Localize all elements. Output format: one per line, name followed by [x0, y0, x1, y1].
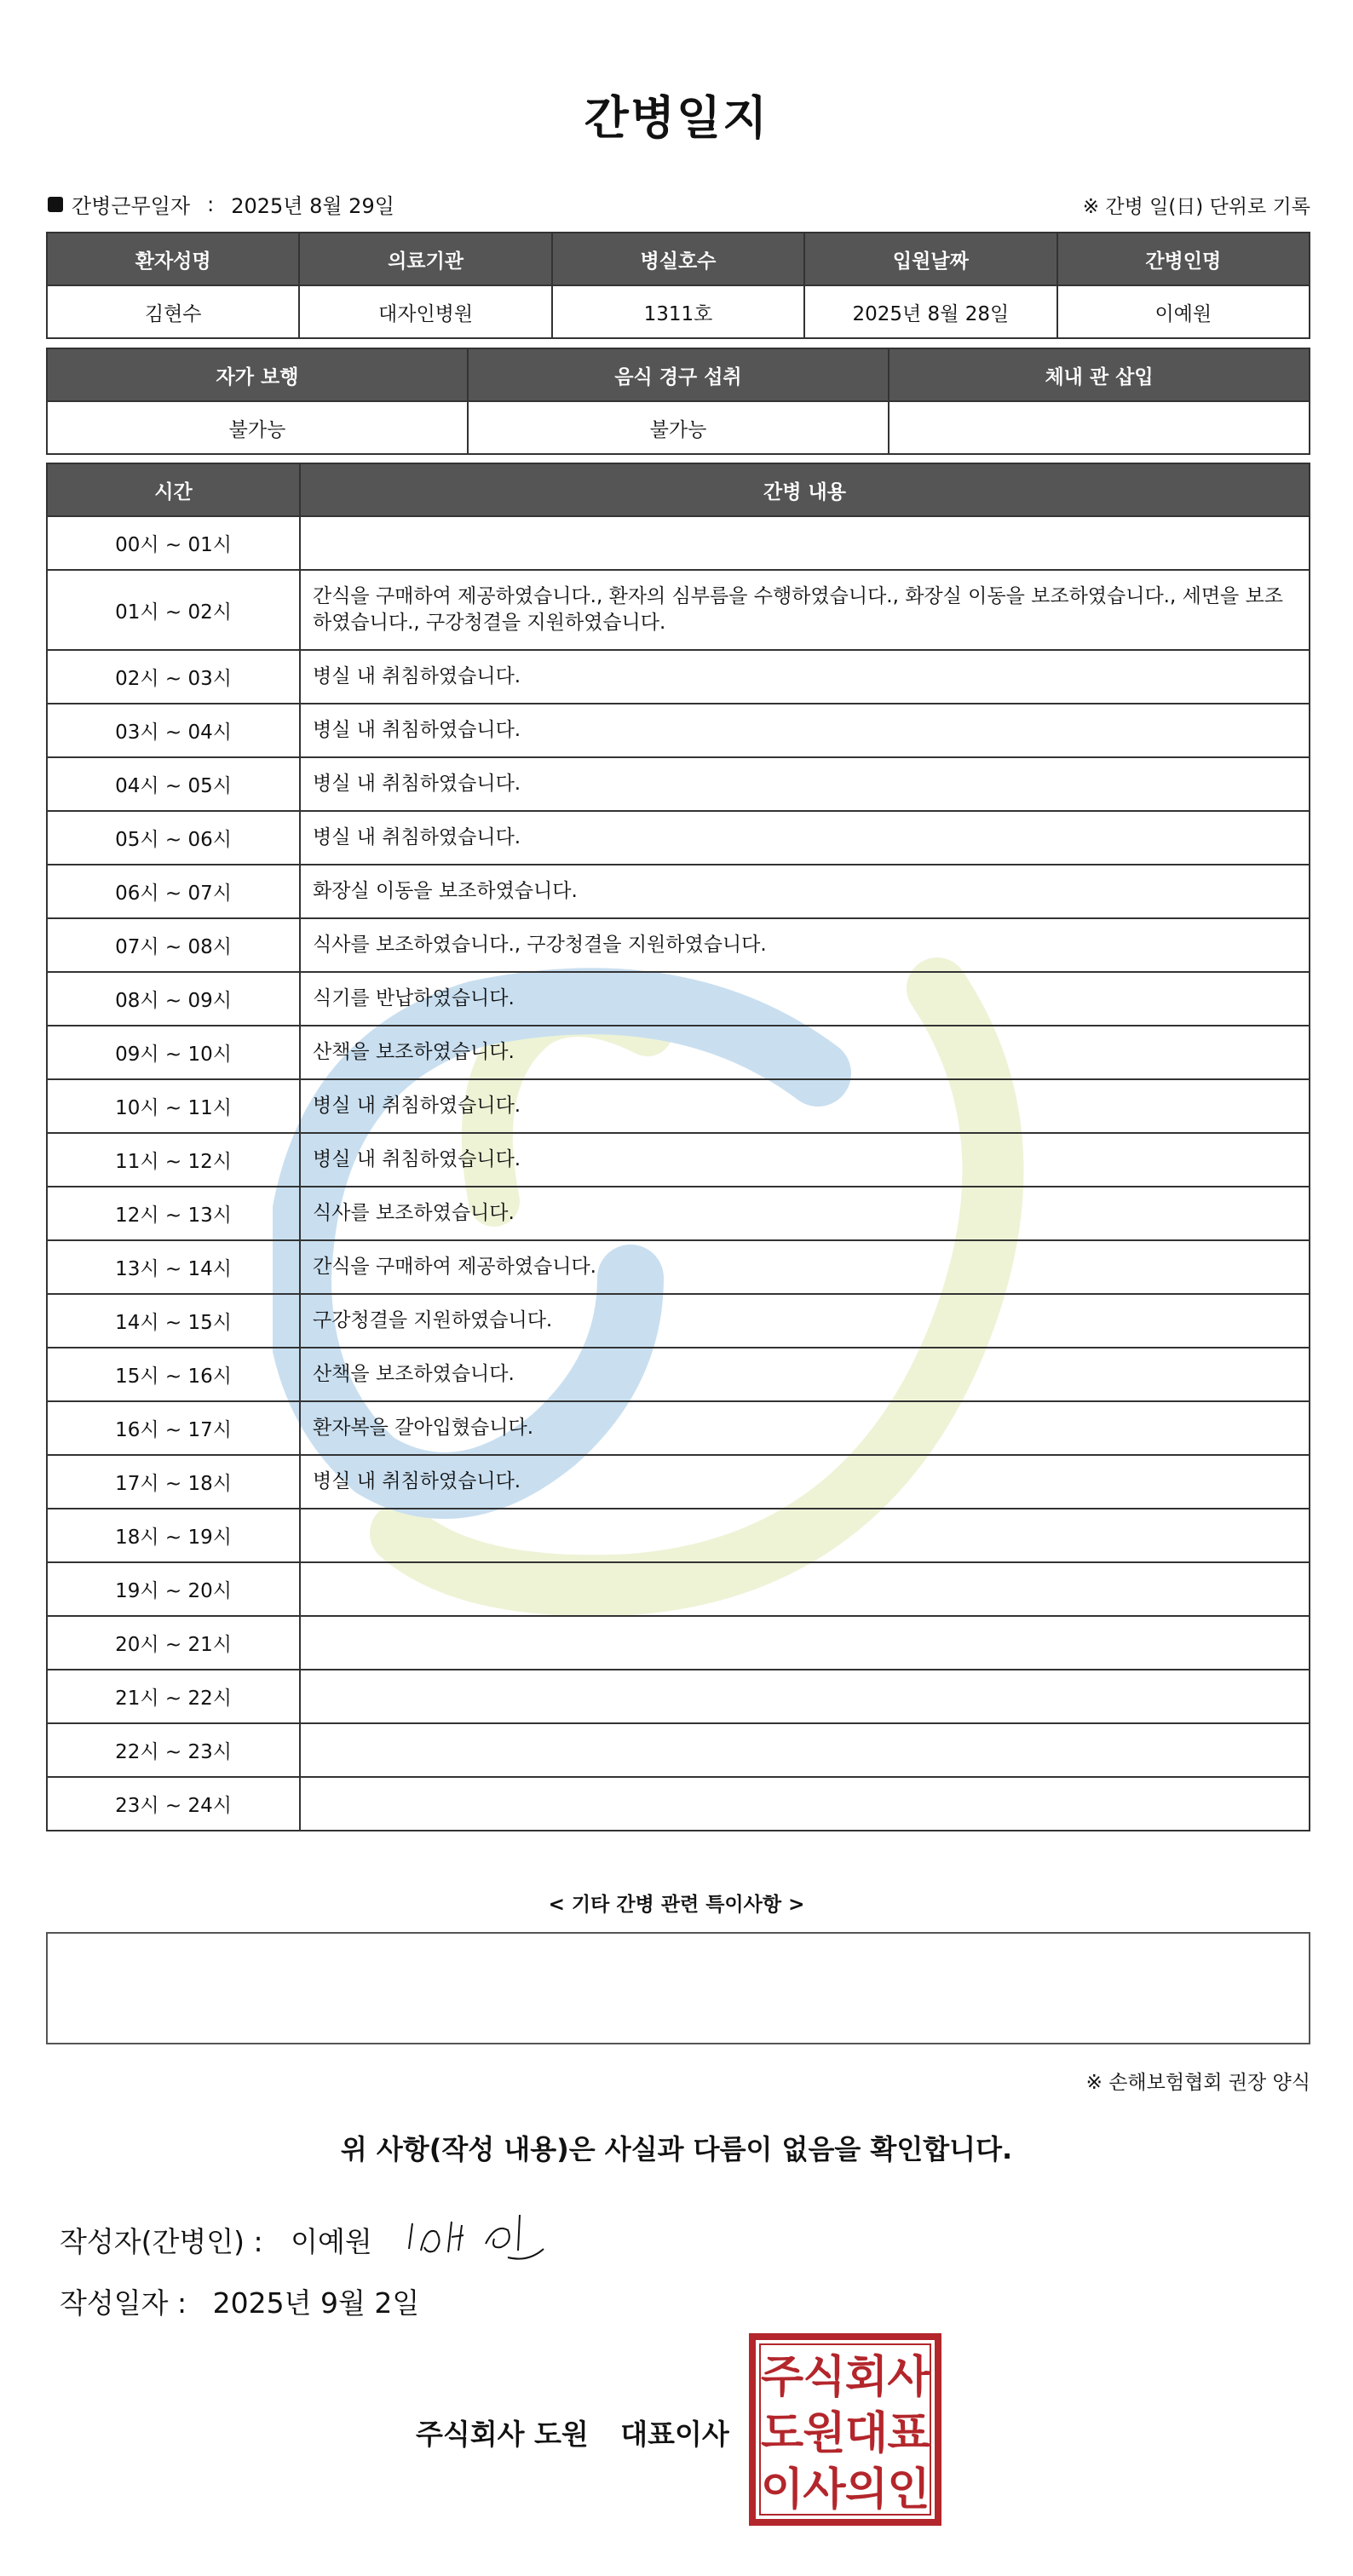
seal-character: 사 — [803, 2464, 846, 2516]
time-slot: 04시 ~ 05시 — [47, 757, 300, 811]
care-content: 병실 내 취침하였습니다. — [300, 1455, 1310, 1509]
seal-character: 주 — [760, 2352, 804, 2403]
header-hospital: 의료기관 — [299, 233, 551, 285]
care-content — [300, 1562, 1310, 1616]
duty-date-line — [48, 189, 394, 219]
time-slot: 15시 ~ 16시 — [47, 1348, 300, 1401]
care-content: 산책을 보조하였습니다. — [300, 1026, 1310, 1079]
time-slot: 02시 ~ 03시 — [47, 650, 300, 704]
table-row — [47, 1777, 1310, 1831]
admission-date: 2025년 8월 28일 — [804, 285, 1056, 338]
seal-character: 인 — [887, 2464, 930, 2516]
self-walking-value: 불가능 — [47, 401, 468, 454]
patient-status-table — [46, 348, 1310, 455]
table-row — [47, 570, 1310, 650]
duty-date-value: 2025년 8월 29일 — [231, 194, 394, 218]
time-slot: 08시 ~ 09시 — [47, 972, 300, 1026]
time-slot: 12시 ~ 13시 — [47, 1187, 300, 1240]
table-row — [47, 704, 1310, 757]
table-row — [47, 1562, 1310, 1616]
company-name: 주식회사 도원 — [416, 2418, 589, 2451]
header-tube-insertion: 체내 관 삽입 — [889, 348, 1310, 401]
time-slot: 03시 ~ 04시 — [47, 704, 300, 757]
time-slot: 10시 ~ 11시 — [47, 1079, 300, 1133]
care-content: 병실 내 취침하였습니다. — [300, 811, 1310, 865]
care-content — [300, 1723, 1310, 1777]
time-slot: 13시 ~ 14시 — [47, 1240, 300, 1294]
hospital-name: 대자인병원 — [299, 285, 551, 338]
table-row — [47, 1670, 1310, 1723]
writer-line — [60, 2220, 372, 2260]
care-content — [300, 516, 1310, 570]
care-content: 환자복을 갈아입혔습니다. — [300, 1401, 1310, 1455]
care-content: 산책을 보조하였습니다. — [300, 1348, 1310, 1401]
company-role: 대표이사 — [620, 2418, 729, 2451]
care-content — [300, 1777, 1310, 1831]
time-slot: 16시 ~ 17시 — [47, 1401, 300, 1455]
care-content: 병실 내 취침하였습니다. — [300, 1133, 1310, 1187]
time-slot: 01시 ~ 02시 — [47, 570, 300, 650]
time-slot: 00시 ~ 01시 — [47, 516, 300, 570]
care-content: 화장실 이동을 보조하였습니다. — [300, 865, 1310, 918]
table-row — [47, 1079, 1310, 1133]
time-slot: 22시 ~ 23시 — [47, 1723, 300, 1777]
care-content: 간식을 구매하여 제공하였습니다., 환자의 심부름을 수행하였습니다., 화장실 이동을 보조하였습니다., 세면을 보조하였습니다., 구강청결을 지원하였습니다. — [300, 570, 1310, 650]
seal-character: 표 — [887, 2408, 930, 2459]
write-date-label: 작성일자 : — [60, 2286, 187, 2320]
tube-insertion-value — [889, 401, 1310, 454]
table-row — [47, 1348, 1310, 1401]
time-slot: 06시 ~ 07시 — [47, 865, 300, 918]
confirmation-statement: 위 사항(작성 내용)은 사실과 다름이 없음을 확인합니다. — [340, 2133, 1013, 2165]
time-slot: 20시 ~ 21시 — [47, 1616, 300, 1670]
remarks-title: < 기타 간병 관련 특이사항 > — [548, 1894, 805, 1916]
care-content: 병실 내 취침하였습니다. — [300, 1079, 1310, 1133]
table-row — [47, 516, 1310, 570]
header-patient-name: 환자성명 — [47, 233, 299, 285]
care-content — [300, 1670, 1310, 1723]
time-slot: 18시 ~ 19시 — [47, 1509, 300, 1562]
care-log-table — [46, 463, 1310, 1831]
time-slot: 17시 ~ 18시 — [47, 1455, 300, 1509]
writer-label: 작성자(간병인) : — [60, 2225, 263, 2258]
table-row — [47, 972, 1310, 1026]
duty-date-colon: : — [207, 192, 215, 216]
bullet-square-icon — [48, 197, 63, 212]
table-row — [47, 1294, 1310, 1348]
time-slot: 07시 ~ 08시 — [47, 918, 300, 972]
seal-character: 도 — [760, 2408, 804, 2459]
seal-character: 이 — [760, 2464, 804, 2516]
unit-note: ※ 간병 일(日) 단위로 기록 — [1082, 196, 1310, 218]
signature-mark — [400, 2198, 554, 2274]
patient-info-table — [46, 232, 1310, 339]
time-slot: 19시 ~ 20시 — [47, 1562, 300, 1616]
time-slot: 05시 ~ 06시 — [47, 811, 300, 865]
header-admission-date: 입원날짜 — [804, 233, 1056, 285]
care-content: 병실 내 취침하였습니다. — [300, 650, 1310, 704]
time-slot: 14시 ~ 15시 — [47, 1294, 300, 1348]
care-content: 병실 내 취침하였습니다. — [300, 757, 1310, 811]
header-caregiver: 간병인명 — [1057, 233, 1310, 285]
table-row — [47, 865, 1310, 918]
oral-intake-value: 불가능 — [468, 401, 889, 454]
patient-name: 김현수 — [47, 285, 299, 338]
table-row — [47, 1455, 1310, 1509]
table-row — [47, 811, 1310, 865]
page-title: 간병일지 — [584, 91, 769, 145]
table-row — [47, 1401, 1310, 1455]
header-self-walking: 자가 보행 — [47, 348, 468, 401]
care-content: 간식을 구매하여 제공하였습니다. — [300, 1240, 1310, 1294]
table-row — [47, 1240, 1310, 1294]
header-care-content: 간병 내용 — [300, 463, 1310, 516]
table-row — [47, 1133, 1310, 1187]
write-date-value: 2025년 9월 2일 — [212, 2286, 420, 2320]
seal-character: 의 — [844, 2464, 889, 2516]
table-row — [47, 1616, 1310, 1670]
table-row — [47, 1026, 1310, 1079]
time-slot: 09시 ~ 10시 — [47, 1026, 300, 1079]
time-slot: 11시 ~ 12시 — [47, 1133, 300, 1187]
table-row — [47, 1723, 1310, 1777]
table-row — [47, 918, 1310, 972]
care-content — [300, 1616, 1310, 1670]
company-line — [416, 2412, 729, 2452]
care-content: 구강청결을 지원하였습니다. — [300, 1294, 1310, 1348]
seal-character: 사 — [887, 2352, 930, 2403]
time-slot: 21시 ~ 22시 — [47, 1670, 300, 1723]
write-date-line — [60, 2281, 419, 2321]
caregiver-name: 이예원 — [1057, 285, 1310, 338]
remarks-box — [46, 1932, 1310, 2044]
seal-character: 원 — [803, 2408, 846, 2459]
header-time: 시간 — [47, 463, 300, 516]
table-row — [47, 1509, 1310, 1562]
table-row — [47, 1187, 1310, 1240]
care-content: 병실 내 취침하였습니다. — [300, 704, 1310, 757]
care-content: 식기를 반납하였습니다. — [300, 972, 1310, 1026]
writer-name: 이예원 — [291, 2225, 372, 2258]
table-row — [47, 757, 1310, 811]
care-content: 식사를 보조하였습니다. — [300, 1187, 1310, 1240]
seal-character: 식 — [803, 2352, 846, 2403]
header-room: 병실호수 — [552, 233, 804, 285]
seal-character: 대 — [844, 2408, 889, 2459]
header-oral-intake: 음식 경구 섭취 — [468, 348, 889, 401]
table-row — [47, 650, 1310, 704]
seal-character: 회 — [844, 2352, 889, 2403]
association-note: ※ 손해보험협회 권장 양식 — [1085, 2072, 1310, 2094]
care-content — [300, 1509, 1310, 1562]
time-slot: 23시 ~ 24시 — [47, 1777, 300, 1831]
duty-date-label: 간병근무일자 — [72, 194, 191, 218]
care-content: 식사를 보조하였습니다., 구강청결을 지원하였습니다. — [300, 918, 1310, 972]
company-seal — [748, 2332, 942, 2527]
room-number: 1311호 — [552, 285, 804, 338]
